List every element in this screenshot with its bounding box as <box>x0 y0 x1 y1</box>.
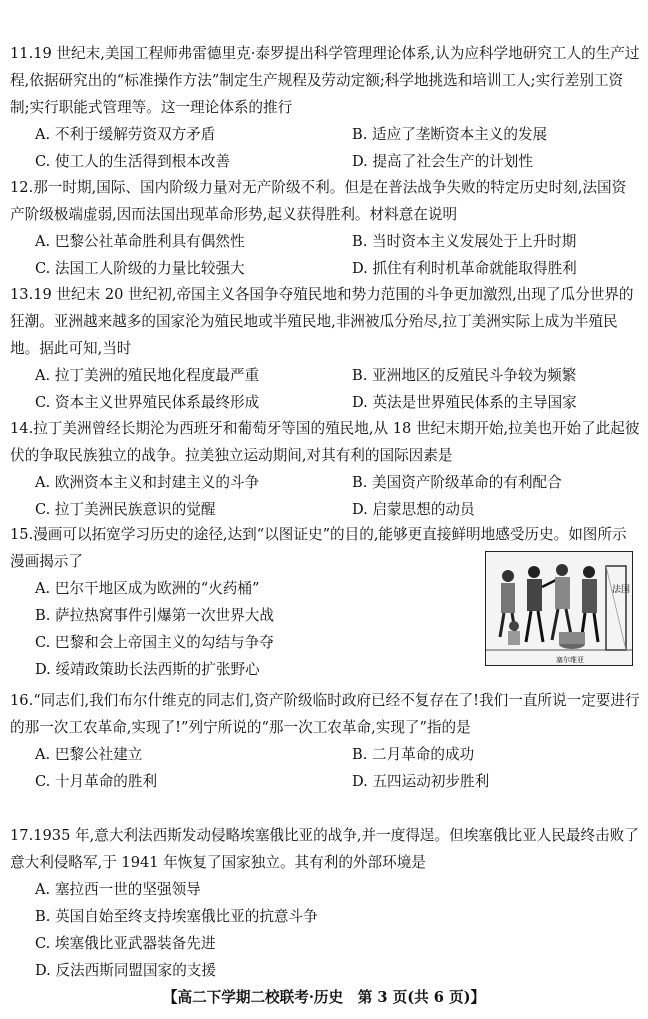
option-b: B. 适应了垄断资本主义的发展 <box>352 126 548 143</box>
option-a: A. 塞拉西一世的坚强领导 <box>35 881 201 898</box>
option-c: C. 巴黎和会上帝国主义的勾结与争夺 <box>35 634 274 651</box>
question-14 <box>10 415 640 523</box>
option-c: C. 资本主义世界殖民体系最终形成 <box>35 394 260 411</box>
option-row <box>10 741 640 768</box>
question-stem: 15.漫画可以拓宽学习历史的途径,达到“以图证史”的目的,能够更直接鲜明地感受历史。如图所示漫画揭示了 <box>10 526 627 570</box>
question-17 <box>10 822 640 984</box>
question-16 <box>10 687 640 795</box>
option-b: B. 当时资本主义发展处于上升时期 <box>352 233 577 250</box>
option-d: D. 反法西斯同盟国家的支援 <box>35 962 216 979</box>
option-row <box>10 362 640 389</box>
question-stem: 11.19 世纪末,美国工程师弗雷德里克·泰罗提出科学管理理论体系,认为应科学地研究工人的生产过程,依据研究出的“标准操作方法”制定生产规程及劳动定额;科学地挑选和培训工人;实行差别工资制;实行职能式管理等。这一理论体系的推行 <box>10 45 640 116</box>
option-b: B. 二月革命的成功 <box>352 746 475 763</box>
cartoon-image <box>485 551 633 666</box>
option-row <box>10 469 640 496</box>
option-a: A. 不利于缓解劳资双方矛盾 <box>35 126 216 143</box>
question-stem: 16.“同志们,我们布尔什维克的同志们,资产阶级临时政府已经不复存在了!我们一直所说一定要进行的那一次工农革命,实现了!”列宁所说的“那一次工农革命,实现了”指的是 <box>10 692 640 736</box>
option-row <box>10 389 640 416</box>
option-d: D. 英法是世界殖民体系的主导国家 <box>352 394 577 411</box>
option-row <box>10 121 640 148</box>
option-c: C. 十月革命的胜利 <box>35 773 158 790</box>
question-stem: 14.拉丁美洲曾经长期沦为西班牙和葡萄牙等国的殖民地,从 18 世纪末期开始,拉美也开始了此起彼伏的争取民族独立的战争。拉美独立运动期间,对其有利的国际因素是 <box>10 420 640 464</box>
question-12 <box>10 174 640 282</box>
question-13 <box>10 281 640 416</box>
question-stem: 17.1935 年,意大利法西斯发动侵略埃塞俄比亚的战争,并一度得逞。但埃塞俄比亚人民最终击败了意大利侵略军,于 1941 年恢复了国家独立。其有利的外部环境是 <box>10 827 639 871</box>
option-d: D. 提高了社会生产的计划性 <box>352 153 533 170</box>
option-c: C. 使工人的生活得到根本改善 <box>35 153 231 170</box>
option-a: A. 拉丁美洲的殖民地化程度最严重 <box>35 367 260 384</box>
option-b: B. 亚洲地区的反殖民斗争较为频繁 <box>352 367 577 384</box>
option-c: C. 埃塞俄比亚武器装备先进 <box>35 935 216 952</box>
option-d: D. 五四运动初步胜利 <box>352 773 490 790</box>
page-footer: 【高二下学期二校联考·历史 第 3 页(共 6 页)】 <box>162 989 486 1006</box>
option-a: A. 欧洲资本主义和封建主义的斗争 <box>35 474 260 491</box>
option-a: A. 巴尔干地区成为欧洲的“火药桶” <box>35 580 260 597</box>
cartoon-label-bottom: 塞尔维亚 <box>556 656 584 664</box>
option-a: A. 巴黎公社建立 <box>35 746 143 763</box>
option-row <box>10 496 640 523</box>
option-b: B. 美国资产阶级革命的有利配合 <box>352 474 562 491</box>
option-b: B. 萨拉热窝事件引爆第一次世界大战 <box>35 607 274 624</box>
option-c: C. 拉丁美洲民族意识的觉醒 <box>35 501 216 518</box>
option-row <box>10 148 640 175</box>
question-stem: 13.19 世纪末 20 世纪初,帝国主义各国争夺殖民地和势力范围的斗争更加激烈,出现了瓜分世界的狂潮。亚洲越来越多的国家沦为殖民地或半殖民地,非洲被瓜分殆尽,拉丁美洲实际上成为半殖民地。据此可知,当时 <box>10 286 634 357</box>
option-b: B. 英国自始至终支持埃塞俄比亚的抗意斗争 <box>35 908 318 925</box>
option-c: C. 法国工人阶级的力量比较强大 <box>35 260 245 277</box>
option-d: D. 启蒙思想的动员 <box>352 501 475 518</box>
option-d: D. 抓住有利时机革命就能取得胜利 <box>352 260 577 277</box>
option-row <box>10 228 640 255</box>
option-d: D. 绥靖政策助长法西斯的扩张野心 <box>35 661 260 678</box>
option-a: A. 巴黎公社革命胜利具有偶然性 <box>35 233 245 250</box>
question-11 <box>10 40 640 175</box>
question-stem: 12.那一时期,国际、国内阶级力量对无产阶级不利。但是在普法战争失败的特定历史时刻,法国资产阶级极端虚弱,因而法国出现革命形势,起义获得胜利。材料意在说明 <box>10 179 627 223</box>
option-row <box>10 255 640 282</box>
cartoon-drawing <box>486 552 632 665</box>
cartoon-label-france: 法国 <box>612 585 631 595</box>
option-row <box>10 768 640 795</box>
